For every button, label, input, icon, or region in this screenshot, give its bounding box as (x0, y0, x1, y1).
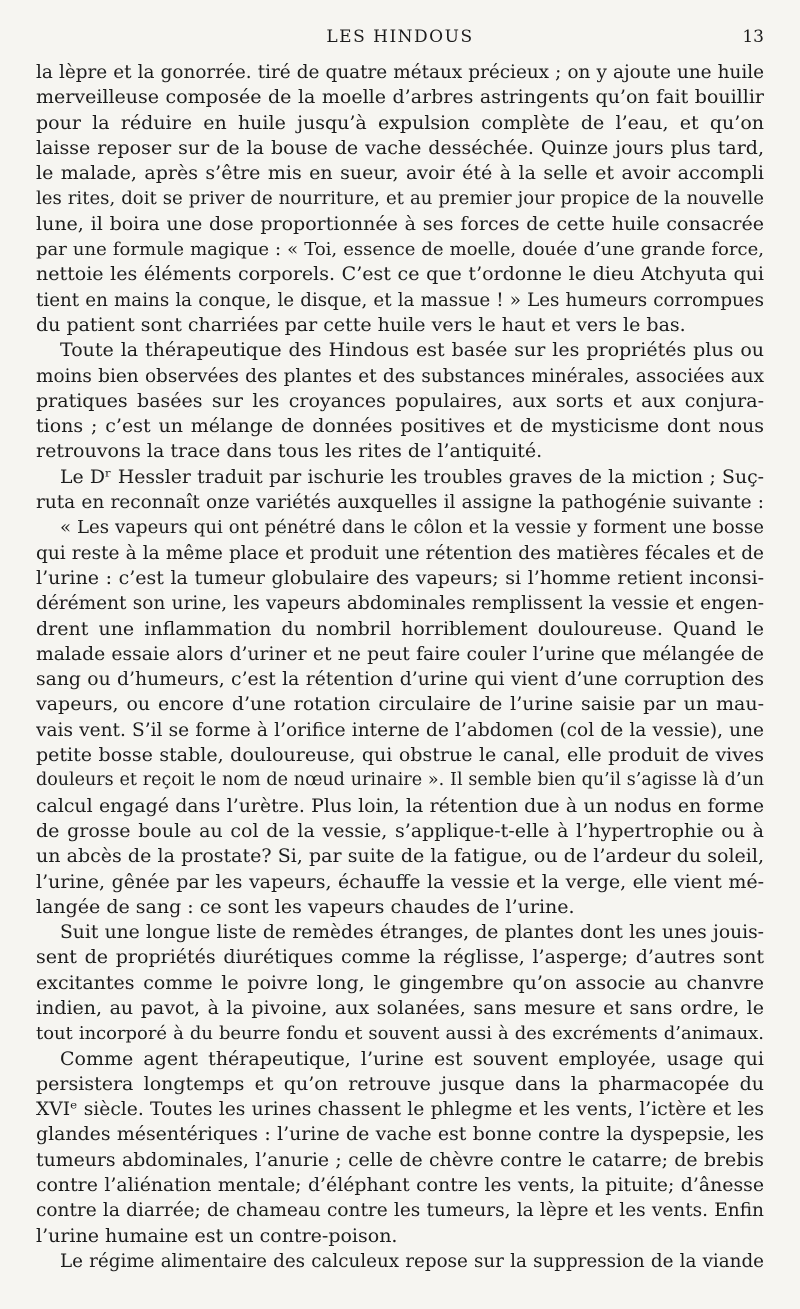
text-line: petite bosse stable, douloureuse, qui obstrue le canal, elle produit de vives (36, 744, 764, 767)
text-line: tions ; c’est un mélange de données positives et de mysticisme dont nous (36, 415, 764, 438)
text-line: vais vent. S’il se forme à l’orifice interne de l’abdomen (col de la vessie), une (36, 719, 764, 741)
text-line: douleurs et reçoit le nom de nœud urinaire ». Il semble bien qu’il s’agisse là d’un (36, 770, 764, 791)
running-head (0, 22, 800, 52)
text-line: ruta en reconnaît onze variétés auxquelles il assigne la pathogénie suivante : (36, 492, 764, 514)
text-line: Comme agent thérapeutique, l’urine est souvent employée, usage qui (60, 1047, 764, 1070)
text-line: nettoie les éléments corporels. C’est ce que t’ordonne le dieu Atchyuta qui (36, 263, 764, 286)
text-line: merveilleuse composée de la moelle d’arbres astringents qu’on fait bouillir (36, 86, 764, 109)
text-line: XVIᵉ siècle. Toutes les urines chassent le phlegme et les vents, l’ictère et les (36, 1099, 764, 1121)
text-line: l’urine humaine est un contre-poison. (36, 1224, 398, 1247)
text-line: sent de propriétés diurétiques comme la réglisse, l’asperge; d’autres sont (36, 946, 764, 969)
text-line: qui reste à la même place et produit une rétention des matières fécales et de (36, 542, 764, 564)
text-line: indien, au pavot, à la pivoine, aux solanées, sans mesure et sans ordre, le (36, 996, 764, 1019)
text-line: les rites, doit se priver de nourriture, et au premier jour propice de la nouvelle (36, 188, 764, 210)
text-line: contre la diarrée; de chameau contre les tumeurs, la lèpre et les vents. Enfin (36, 1200, 764, 1222)
text-line: calcul engagé dans l’urètre. Plus loin, la rétention due à un nodus en forme (36, 794, 764, 817)
text-line: sang ou d’humeurs, c’est la rétention d’urine qui vient d’une corruption des (36, 669, 764, 691)
running-title: LES HINDOUS (326, 27, 474, 47)
text-line: tumeurs abdominales, l’anurie ; celle de chèvre contre le catarre; de brebis (36, 1148, 764, 1171)
text-line: dérément son urine, les vapeurs abdominales remplissent la vessie et engen- (36, 593, 764, 615)
text-line: Le régime alimentaire des calculeux repose sur la suppression de la viande (60, 1250, 764, 1272)
text-line: moins bien observées des plantes et des substances minérales, associées aux (36, 365, 764, 387)
text-line: Suit une longue liste de remèdes étranges, de plantes dont les unes jouis- (60, 922, 764, 944)
text-line: le malade, après s’être mis en sueur, avoir été à la selle et avoir accompli (36, 162, 764, 185)
text-line: drent une inflammation du nombril horriblement douloureuse. Quand le (36, 617, 764, 640)
text-line: laisse reposer sur de la bouse de vache desséchée. Quinze jours plus tard, (36, 136, 764, 159)
text-line: l’urine : c’est la tumeur globulaire des vapeurs; si l’homme retient inconsi- (36, 566, 764, 589)
text-line: contre l’aliénation mentale; d’éléphant contre les vents, la pituite; d’ânesse (36, 1174, 764, 1197)
text-line: Le Dʳ Hessler traduit par ischurie les troubles graves de la miction ; Suç- (60, 466, 764, 488)
text-line: persistera longtemps et qu’on retrouve jusque dans la pharmacopée du (36, 1072, 764, 1095)
text-line: l’urine, gênée par les vapeurs, échauffe la vessie et la verge, elle vient mé- (36, 870, 764, 893)
text-line: malade essaie alors d’uriner et ne peut faire couler l’urine que mélangée de (36, 643, 764, 665)
text-line: pratiques basées sur les croyances populaires, aux sorts et aux conjura- (36, 389, 764, 412)
text-line: glandes mésentériques : l’urine de vache est bonne contre la dyspepsie, les (36, 1123, 764, 1146)
text-line: la lèpre et la gonorrée. tiré de quatre métaux précieux ; on y ajoute une huile (36, 62, 764, 83)
text-line: « Les vapeurs qui ont pénétré dans le côlon et la vessie y forment une bosse (60, 517, 764, 539)
text-line: pour la réduire en huile jusqu’à expulsion complète de l’eau, et qu’on (36, 111, 764, 134)
page-number: 13 (742, 27, 764, 47)
text-line: Toute la thérapeutique des Hindous est basée sur les propriétés plus ou (60, 339, 764, 362)
text-line: excitantes comme le poivre long, le gingembre qu’on associe au chanvre (36, 971, 764, 994)
text-line: par une formule magique : « Toi, essence de moelle, douée d’une grande force, (36, 239, 764, 261)
body-text (36, 60, 764, 1274)
text-line: retrouvons la trace dans tous les rites de l’antiquité. (36, 440, 543, 463)
text-line: de grosse boule au col de la vessie, s’applique-t-elle à l’hypertrophie ou à (36, 819, 764, 842)
text-line: du patient sont charriées par cette huile vers le haut et vers le bas. (36, 313, 686, 336)
text-line: un abcès de la prostate? Si, par suite de la fatigue, ou de l’ardeur du soleil, (36, 845, 764, 868)
text-line: tout incorporé à du beurre fondu et souvent aussi à des excréments d’animaux. (36, 1023, 764, 1045)
text-line: lune, il boira une dose proportionnée à ses forces de cette huile consacrée (36, 212, 764, 235)
text-line: vapeurs, ou encore d’une rotation circulaire de l’urine saisie par un mau- (36, 693, 764, 716)
text-line: tient en mains la conque, le disque, et la massue ! » Les humeurs corrompues (36, 289, 764, 311)
text-line: langée de sang : ce sont les vapeurs chaudes de l’urine. (36, 895, 575, 918)
